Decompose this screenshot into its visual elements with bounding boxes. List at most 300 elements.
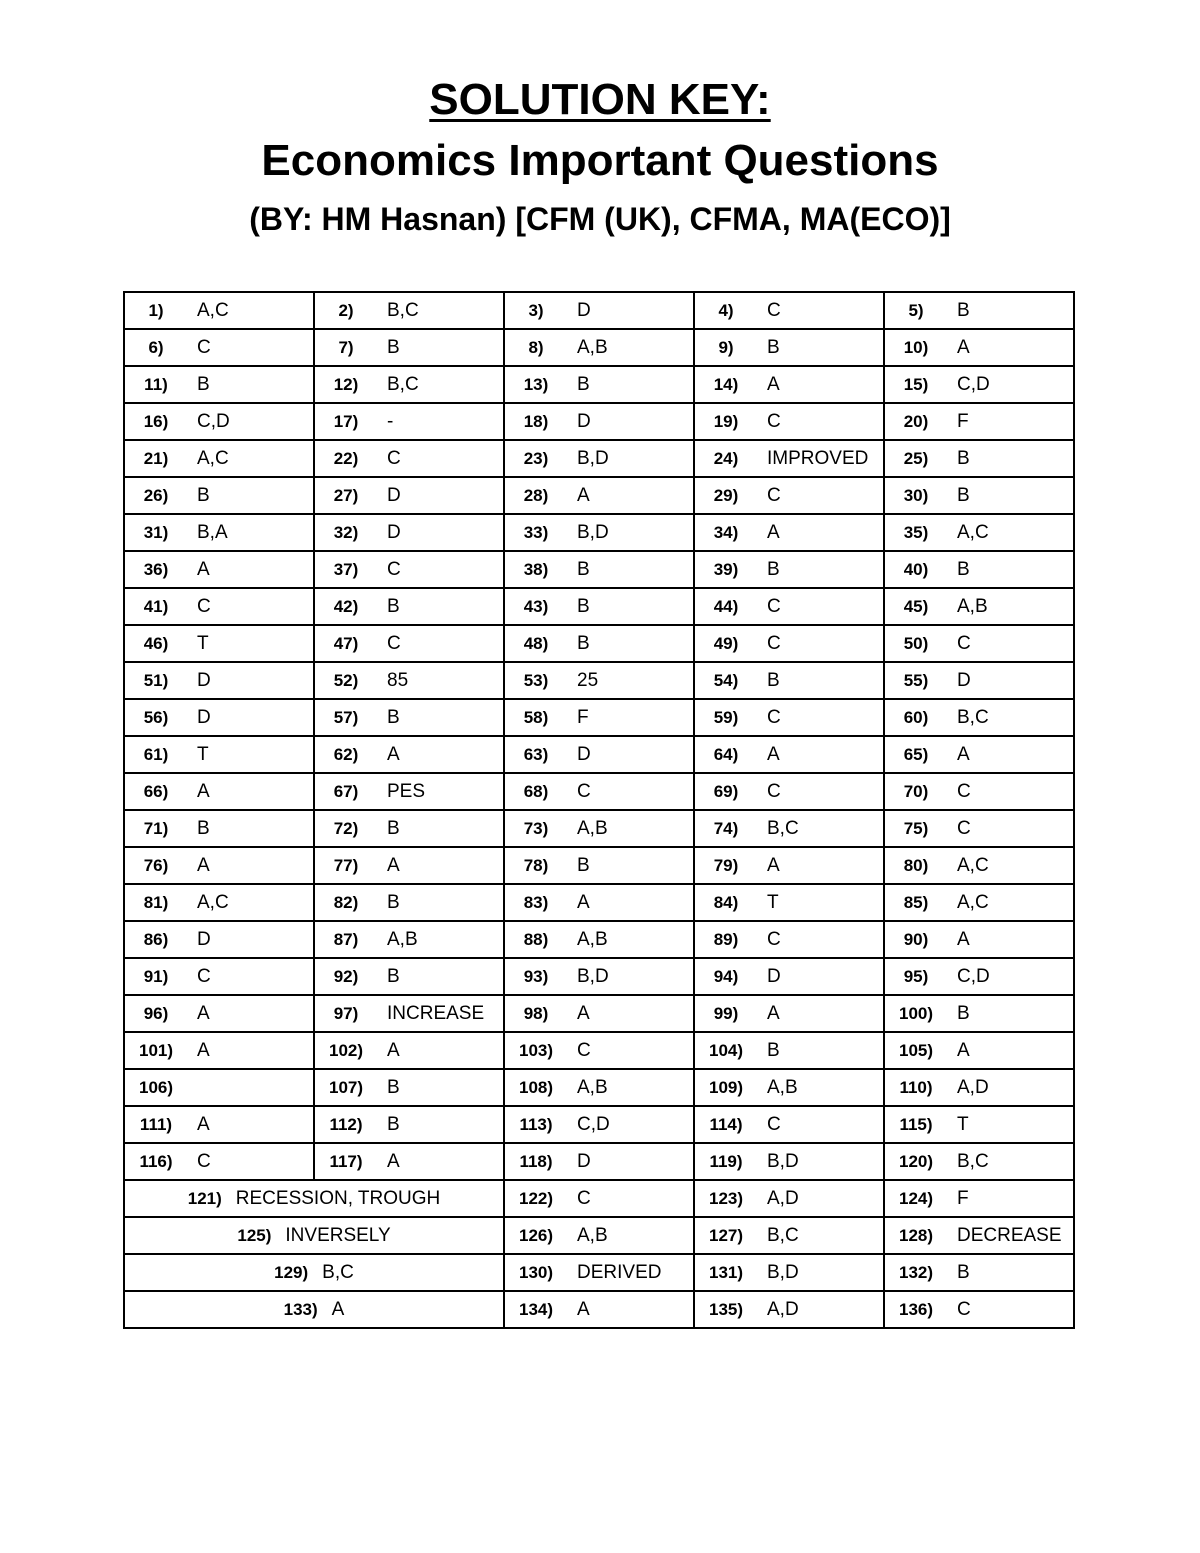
answer-value: A: [767, 521, 780, 543]
answer-value: T: [957, 1113, 969, 1135]
question-number: 12): [333, 374, 359, 394]
table-row: [124, 1069, 1074, 1106]
question-number: 87): [333, 929, 359, 949]
answer-cell: [504, 921, 694, 958]
question-number: 33): [523, 522, 549, 542]
answer-value: -: [387, 410, 394, 432]
answer-value: A: [767, 373, 780, 395]
answer-cell: [694, 810, 884, 847]
answer-value: A,B: [577, 928, 608, 950]
answer-value: A: [197, 558, 210, 580]
answer-value: B,A: [197, 521, 228, 543]
answer-value: A: [197, 1002, 210, 1024]
question-number: 98): [523, 1003, 549, 1023]
answer-value: B,C: [322, 1261, 354, 1283]
table-row: [124, 292, 1074, 329]
answer-value: B: [387, 595, 400, 617]
answer-cell: [884, 1106, 1074, 1143]
answer-cell: [694, 884, 884, 921]
answer-value: A,C: [197, 447, 229, 469]
answer-cell: [504, 329, 694, 366]
author-byline: (BY: HM Hasnan) [CFM (UK), CFMA, MA(ECO)]: [249, 201, 951, 237]
answer-value: B: [767, 336, 780, 358]
answer-value: A: [387, 1039, 400, 1061]
answer-value: IMPROVED: [767, 447, 869, 469]
question-number: 116): [139, 1151, 173, 1171]
table-row: [124, 477, 1074, 514]
answer-value: A: [767, 743, 780, 765]
answer-cell: [314, 662, 504, 699]
question-number: 74): [713, 818, 739, 838]
answer-cell: [314, 403, 504, 440]
answer-value: B,C: [387, 373, 419, 395]
answer-value: A: [957, 1039, 970, 1061]
question-number: 72): [333, 818, 359, 838]
answer-value: A: [957, 336, 970, 358]
answer-value: B: [957, 1261, 970, 1283]
page-subtitle: Economics Important Questions: [261, 136, 939, 185]
question-number: 90): [903, 929, 929, 949]
answer-value: C: [767, 928, 781, 950]
answer-cell: [314, 1143, 504, 1180]
answer-value: INVERSELY: [285, 1224, 391, 1246]
answer-value: C: [767, 706, 781, 728]
question-number: 29): [713, 485, 739, 505]
answer-value: D: [387, 521, 401, 543]
answer-value: B: [197, 817, 210, 839]
answer-cell: [694, 1032, 884, 1069]
table-row: [124, 588, 1074, 625]
question-number: 9): [718, 337, 734, 357]
answer-value: B: [387, 336, 400, 358]
question-number: 83): [523, 892, 549, 912]
answer-cell: [504, 662, 694, 699]
answer-cell: [124, 440, 314, 477]
answer-value: C: [197, 595, 211, 617]
question-number: 16): [143, 411, 169, 431]
answer-value: T: [197, 743, 209, 765]
answer-value: 85: [387, 669, 409, 691]
answer-cell: [124, 514, 314, 551]
question-number: 94): [713, 966, 739, 986]
question-number: 91): [143, 966, 169, 986]
answer-cell: [124, 884, 314, 921]
question-number: 104): [708, 1040, 744, 1060]
answer-value: A: [197, 854, 210, 876]
answer-cell: [314, 551, 504, 588]
table-row: [124, 810, 1074, 847]
answer-value: A,B: [387, 928, 418, 950]
answer-cell: [504, 1032, 694, 1069]
answer-value: DERIVED: [577, 1261, 662, 1283]
answer-cell: [124, 662, 314, 699]
answer-cell: [884, 1032, 1074, 1069]
answer-cell: [884, 699, 1074, 736]
answer-cell: [884, 1217, 1074, 1254]
answer-cell: [124, 995, 314, 1032]
answer-cell: [884, 588, 1074, 625]
question-number: 101): [138, 1040, 174, 1060]
answer-value: C: [387, 558, 401, 580]
table-row: [124, 440, 1074, 477]
answer-value: B: [957, 484, 970, 506]
answer-value: DECREASE: [957, 1224, 1062, 1246]
answer-cell: [314, 958, 504, 995]
table-row: [124, 625, 1074, 662]
answer-value: B,C: [957, 1150, 989, 1172]
answer-cell: [504, 1291, 694, 1328]
question-number: 110): [899, 1077, 933, 1097]
question-number: 23): [523, 448, 549, 468]
question-number: 65): [903, 744, 929, 764]
table-row: [124, 1254, 1074, 1291]
answer-cell: [504, 440, 694, 477]
answer-cell: [884, 736, 1074, 773]
answer-value: C,D: [577, 1113, 610, 1135]
question-number: 78): [523, 855, 549, 875]
answer-cell: [504, 1143, 694, 1180]
answer-value: B,D: [767, 1261, 799, 1283]
answer-cell: [694, 1217, 884, 1254]
answer-value: B: [387, 965, 400, 987]
answer-cell: [884, 1143, 1074, 1180]
question-number: 35): [903, 522, 929, 542]
answer-cell: [124, 1106, 314, 1143]
answer-value: T: [767, 891, 779, 913]
answer-cell: [504, 884, 694, 921]
answer-cell: [504, 292, 694, 329]
question-number: 92): [333, 966, 359, 986]
answer-value: B,C: [767, 817, 799, 839]
question-number: 10): [903, 337, 929, 357]
answer-value: B: [387, 1076, 400, 1098]
table-row: [124, 329, 1074, 366]
answer-value: C: [957, 780, 971, 802]
table-row: [124, 1143, 1074, 1180]
question-number: 17): [333, 411, 359, 431]
answer-cell: [884, 403, 1074, 440]
answer-cell: [314, 1106, 504, 1143]
answer-cell: [314, 699, 504, 736]
question-number: 63): [523, 744, 549, 764]
answer-cell: [884, 1069, 1074, 1106]
answer-value: A: [387, 743, 400, 765]
answer-cell: [884, 921, 1074, 958]
answer-value: D: [577, 1150, 591, 1172]
answer-cell: [884, 847, 1074, 884]
answer-cell: [124, 1032, 314, 1069]
answer-value: A: [957, 928, 970, 950]
table-row: [124, 699, 1074, 736]
question-number: 109): [708, 1077, 744, 1097]
answer-value: A: [387, 854, 400, 876]
page-header: [0, 70, 1200, 246]
answer-value: C,D: [957, 965, 990, 987]
answer-cell: [694, 366, 884, 403]
answer-cell: [124, 477, 314, 514]
answer-cell: [884, 329, 1074, 366]
answer-cell: [124, 773, 314, 810]
answer-cell: [314, 736, 504, 773]
answer-cell: [884, 625, 1074, 662]
answer-value: F: [957, 410, 969, 432]
answer-cell: [884, 477, 1074, 514]
answer-value: C: [957, 1298, 971, 1320]
answer-value: F: [577, 706, 589, 728]
question-number: 62): [333, 744, 359, 764]
question-number: 13): [523, 374, 549, 394]
answer-value: D: [577, 299, 591, 321]
question-number: 30): [903, 485, 929, 505]
answer-value: A,C: [957, 521, 989, 543]
answer-cell: [124, 366, 314, 403]
question-number: 130): [518, 1262, 554, 1282]
answer-cell: [694, 1143, 884, 1180]
answer-cell: [694, 329, 884, 366]
answer-value: A,B: [957, 595, 988, 617]
answer-value: C: [197, 336, 211, 358]
question-number: 89): [713, 929, 739, 949]
question-number: 22): [333, 448, 359, 468]
question-number: 103): [518, 1040, 554, 1060]
question-number: 95): [903, 966, 929, 986]
answer-cell: [314, 847, 504, 884]
question-number: 133): [283, 1299, 318, 1319]
table-row: [124, 1291, 1074, 1328]
answer-cell: [694, 995, 884, 1032]
question-number: 14): [713, 374, 739, 394]
table-row: [124, 773, 1074, 810]
table-row: [124, 1217, 1074, 1254]
question-number: 15): [903, 374, 929, 394]
answer-cell: [694, 847, 884, 884]
question-number: 112): [329, 1114, 363, 1134]
answer-cell: [694, 514, 884, 551]
table-row: [124, 995, 1074, 1032]
question-number: 69): [713, 781, 739, 801]
question-number: 71): [143, 818, 169, 838]
answer-value: C: [957, 632, 971, 654]
answer-cell: [504, 958, 694, 995]
table-row: [124, 1180, 1074, 1217]
question-number: 1): [148, 300, 164, 320]
question-number: 21): [143, 448, 169, 468]
question-number: 47): [333, 633, 359, 653]
answer-cell: [124, 1180, 504, 1217]
answer-cell: [314, 1069, 504, 1106]
answer-value: B: [957, 1002, 970, 1024]
table-row: [124, 847, 1074, 884]
question-number: 20): [903, 411, 929, 431]
answer-value: D: [197, 669, 211, 691]
question-number: 124): [898, 1188, 934, 1208]
question-number: 121): [187, 1188, 222, 1208]
answer-cell: [124, 958, 314, 995]
answer-value: RECESSION, TROUGH: [235, 1187, 441, 1209]
answer-value: D: [197, 928, 211, 950]
question-number: 48): [523, 633, 549, 653]
question-number: 120): [898, 1151, 934, 1171]
answer-cell: [124, 1217, 504, 1254]
answer-value: C,D: [957, 373, 990, 395]
question-number: 68): [523, 781, 549, 801]
answer-value: C: [387, 632, 401, 654]
answer-value: B,D: [767, 1150, 799, 1172]
table-row: [124, 736, 1074, 773]
question-number: 82): [333, 892, 359, 912]
answer-cell: [694, 773, 884, 810]
answer-cell: [124, 847, 314, 884]
answer-cell: [504, 1254, 694, 1291]
question-number: 11): [144, 374, 168, 394]
question-number: 75): [903, 818, 929, 838]
answer-value: D: [577, 743, 591, 765]
question-number: 114): [709, 1114, 743, 1134]
answer-value: B: [387, 1113, 400, 1135]
answer-value: A,B: [577, 1224, 608, 1246]
answer-cell: [314, 366, 504, 403]
answer-value: F: [957, 1187, 969, 1209]
question-number: 36): [143, 559, 169, 579]
question-number: 85): [903, 892, 929, 912]
answer-value: C: [767, 780, 781, 802]
answer-cell: [884, 662, 1074, 699]
answer-value: B: [197, 373, 210, 395]
answer-cell: [504, 1180, 694, 1217]
table-row: [124, 1106, 1074, 1143]
question-number: 38): [523, 559, 549, 579]
answer-value: PES: [387, 780, 426, 802]
question-number: 136): [898, 1299, 934, 1319]
answer-cell: [504, 551, 694, 588]
answer-value: B: [577, 854, 590, 876]
answer-cell: [884, 551, 1074, 588]
answer-value: A: [331, 1298, 345, 1320]
question-number: 106): [138, 1077, 174, 1097]
answer-cell: [884, 366, 1074, 403]
answer-cell: [314, 995, 504, 1032]
question-number: 44): [713, 596, 739, 616]
answer-value: B,C: [957, 706, 989, 728]
question-number: 43): [523, 596, 549, 616]
question-number: 45): [903, 596, 929, 616]
question-number: 6): [148, 337, 164, 357]
answer-cell: [694, 551, 884, 588]
answer-value: A,B: [577, 336, 608, 358]
answer-value: A: [197, 1113, 210, 1135]
answer-cell: [124, 1254, 504, 1291]
question-number: 59): [713, 707, 739, 727]
question-number: 61): [143, 744, 169, 764]
answer-cell: [884, 1291, 1074, 1328]
answer-cell: [504, 625, 694, 662]
answer-cell: [504, 1217, 694, 1254]
table-row: [124, 958, 1074, 995]
question-number: 18): [523, 411, 549, 431]
answer-cell: [124, 1069, 314, 1106]
answer-value: INCREASE: [387, 1002, 485, 1024]
question-number: 64): [713, 744, 739, 764]
answer-value: B,C: [387, 299, 419, 321]
question-number: 42): [333, 596, 359, 616]
answer-cell: [314, 292, 504, 329]
question-number: 39): [713, 559, 739, 579]
answer-cell: [694, 699, 884, 736]
question-number: 129): [274, 1262, 309, 1282]
answer-value: B: [577, 373, 590, 395]
answer-cell: [884, 810, 1074, 847]
table-row: [124, 662, 1074, 699]
answer-cell: [884, 773, 1074, 810]
answer-cell: [694, 736, 884, 773]
question-number: 24): [713, 448, 739, 468]
answer-value: A,B: [767, 1076, 798, 1098]
answer-cell: [504, 514, 694, 551]
question-number: 50): [903, 633, 929, 653]
answer-value: A: [197, 780, 210, 802]
question-number: 51): [143, 670, 169, 690]
table-row: [124, 403, 1074, 440]
question-number: 86): [143, 929, 169, 949]
answer-value: T: [197, 632, 209, 654]
answer-value: C: [957, 817, 971, 839]
answer-cell: [884, 1180, 1074, 1217]
answer-cell: [694, 1254, 884, 1291]
answer-cell: [694, 588, 884, 625]
table-row: [124, 1032, 1074, 1069]
answer-cell: [694, 662, 884, 699]
answer-cell: [504, 810, 694, 847]
question-number: 126): [518, 1225, 554, 1245]
answer-cell: [694, 921, 884, 958]
answer-value: C: [577, 1039, 591, 1061]
question-number: 88): [523, 929, 549, 949]
answer-value: A,D: [767, 1298, 799, 1320]
answer-cell: [694, 958, 884, 995]
answer-value: A: [767, 854, 780, 876]
answer-cell: [314, 625, 504, 662]
answer-value: A,C: [957, 854, 989, 876]
answer-value: A: [197, 1039, 210, 1061]
answer-value: C: [767, 299, 781, 321]
question-number: 76): [143, 855, 169, 875]
question-number: 93): [523, 966, 549, 986]
answer-value: B: [767, 669, 780, 691]
question-number: 49): [713, 633, 739, 653]
answer-value: C: [197, 1150, 211, 1172]
question-number: 52): [333, 670, 359, 690]
question-number: 135): [708, 1299, 744, 1319]
answer-cell: [694, 1106, 884, 1143]
answer-value: A,D: [957, 1076, 989, 1098]
answer-value: D: [577, 410, 591, 432]
question-number: 96): [143, 1003, 169, 1023]
question-number: 3): [528, 300, 544, 320]
answer-value: 25: [577, 669, 599, 691]
question-number: 40): [903, 559, 929, 579]
question-number: 60): [903, 707, 929, 727]
answer-cell: [314, 884, 504, 921]
answer-cell: [884, 958, 1074, 995]
answer-value: A: [577, 891, 590, 913]
answer-value: D: [197, 706, 211, 728]
question-number: 19): [713, 411, 739, 431]
answer-cell: [694, 1069, 884, 1106]
answer-value: B: [577, 632, 590, 654]
answer-value: B: [387, 817, 400, 839]
question-number: 77): [333, 855, 359, 875]
answer-cell: [504, 477, 694, 514]
